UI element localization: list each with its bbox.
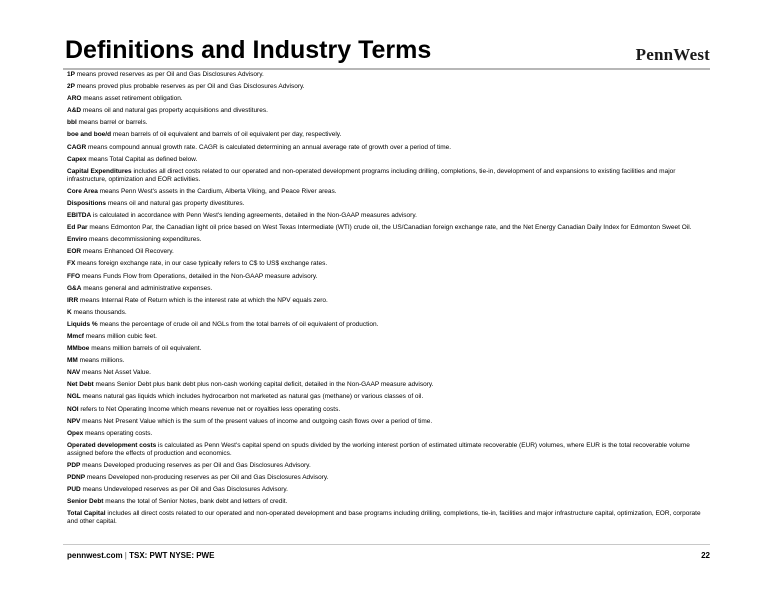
definition-item [67, 442, 713, 458]
definition-text: mean barrels of oil equivalent and barrels of oil equivalent per day, respectively. [111, 131, 342, 139]
definition-item [67, 474, 713, 482]
definition-text: means decommissioning expenditures. [87, 236, 202, 244]
definition-item [67, 462, 713, 470]
definition-item [67, 119, 713, 127]
definition-text: means Total Capital as defined below. [86, 155, 198, 163]
definition-item [67, 345, 713, 353]
definition-term: Capital Expenditures [67, 167, 132, 175]
definition-text: means Developed producing reserves as per Oil and Gas Disclosures Advisory. [80, 461, 311, 469]
definition-term: PUD [67, 486, 81, 494]
definition-term: Core Area [67, 187, 98, 195]
definition-item [67, 486, 713, 494]
definition-item [67, 309, 713, 317]
definition-item [67, 188, 713, 196]
definition-term: boe and boe/d [67, 131, 112, 139]
definition-item [67, 510, 713, 526]
definition-text: means foreign exchange rate, in our case typically refers to C$ to US$ exchange rates. [75, 260, 328, 268]
definition-text: means Undeveloped reserves as per Oil and Gas Disclosures Advisory. [80, 486, 288, 494]
definition-term: G&A [67, 284, 82, 292]
definition-text: means Enhanced Oil Recovery. [81, 248, 174, 256]
definition-item [67, 236, 713, 244]
footer [67, 551, 214, 560]
definition-term: EOR [67, 248, 82, 256]
definition-term: PDNP [67, 474, 86, 481]
definition-term: CAGR [67, 143, 87, 151]
definition-text: means million barrels of oil equivalent. [89, 345, 202, 353]
definition-term: MMboe [67, 345, 90, 353]
definition-term: PDP [67, 461, 81, 469]
definitions-list [67, 71, 713, 530]
pennwest-logo: PennWest [635, 45, 710, 64]
page-title: Definitions and Industry Terms [65, 36, 432, 64]
definition-term: Operated development costs [67, 441, 157, 449]
definition-term: Enviro [67, 236, 88, 244]
definition-item [67, 200, 713, 208]
definition-item [67, 498, 713, 506]
definition-term: K [67, 308, 72, 316]
definition-text: means operating costs. [83, 429, 153, 437]
page-number: 22 [701, 551, 710, 560]
definition-term: ARO [67, 95, 82, 103]
definition-item [67, 248, 713, 256]
definition-item [67, 333, 713, 341]
definition-term: NOI [67, 405, 79, 413]
definition-term: Dispositions [67, 199, 107, 207]
definition-term: bbl [67, 119, 77, 127]
definition-text: means Senior Debt plus bank debt plus non-cash working capital deficit, detailed in the Non-GAAP measure advisory. [93, 381, 434, 389]
definition-text: includes all direct costs related to our operated and non-operated development programs including drilling, completions, tie-in, development of and expansions to existing facilities and major infrastructure, optimization and EOR activities. [67, 167, 676, 183]
definition-item [67, 71, 713, 79]
definition-term: EBITDA [67, 212, 92, 220]
definition-text: means the percentage of crude oil and NGLs from the total barrels of oil equivalent of production. [97, 320, 379, 328]
definition-text: is calculated in accordance with Penn West's lending agreements, detailed in the Non-GAAP measures advisory. [91, 212, 417, 220]
definition-text: means Funds Flow from Operations, detailed in the Non-GAAP measure advisory. [80, 272, 318, 280]
definition-text: means Net Asset Value. [80, 369, 151, 377]
definition-item [67, 168, 713, 184]
definition-term: NPV [67, 417, 81, 425]
definition-term: Liquids % [67, 320, 98, 328]
definition-item [67, 285, 713, 293]
definition-item [67, 212, 713, 220]
definition-term: Opex [67, 429, 84, 437]
definition-term: MM [67, 357, 78, 365]
definition-text: means natural gas liquids which includes hydrocarbon not marketed as natural gas (methane) or various classes of oil. [80, 393, 424, 401]
definition-text: means millions. [77, 357, 125, 365]
footer-divider [63, 544, 710, 545]
definition-item [67, 107, 713, 115]
definition-text: means oil and natural gas property divestitures. [106, 199, 245, 207]
definition-term: FX [67, 260, 76, 268]
definition-item [67, 321, 713, 329]
definition-item [67, 418, 713, 426]
definition-term: Net Debt [67, 381, 94, 389]
definition-item [67, 273, 713, 281]
definition-item [67, 95, 713, 103]
definition-item [67, 357, 713, 365]
definition-item [67, 430, 713, 438]
definition-item [67, 297, 713, 305]
definition-term: Senior Debt [67, 498, 104, 506]
definition-term: 1P [67, 71, 75, 78]
definition-text: means compound annual growth rate. CAGR is calculated determining an annual average rate of growth over a period of time. [86, 143, 452, 151]
footer-website: pennwest.com [67, 551, 123, 560]
definition-item [67, 83, 713, 91]
definition-item [67, 260, 713, 268]
footer-separator: | [122, 551, 130, 560]
definition-term: Capex [67, 155, 87, 163]
header-divider [63, 68, 710, 70]
definition-text: means proved plus probable reserves as per Oil and Gas Disclosures Advisory. [74, 83, 305, 91]
definition-term: NGL [67, 393, 81, 401]
definition-text: refers to Net Operating Income which means revenue net or royalties less operating costs. [78, 405, 341, 413]
definition-term: FFO [67, 272, 80, 280]
definition-term: Total Capital [67, 510, 106, 518]
definition-text: means Net Present Value which is the sum of the present values of income and outgoing cash flows over a period of time. [80, 417, 433, 425]
definition-text: means Internal Rate of Return which is the interest rate at which the NPV equals zero. [78, 296, 328, 304]
definition-text: means general and administrative expenses. [81, 284, 213, 292]
definition-text: means barrel or barrels. [76, 119, 148, 127]
definition-item [67, 393, 713, 401]
definition-item [67, 131, 713, 139]
definition-term: 2P [67, 83, 75, 91]
definition-term: A&D [67, 107, 82, 115]
definition-text: means Edmonton Par, the Canadian light oil price based on West Texas Intermediate (WTI) crude oil, the US/Canadian foreign exchange rate, and the Net Energy Canadian Daily Index for Edmonton Sweet Oil. [87, 224, 692, 232]
definition-text: includes all direct costs related to our operated and non-operated development and base programs including drilling, completions, tie-in, facilities and major infrastructure capital, optimization, EOR, corporate and other capital. [67, 510, 701, 526]
definition-text: means Penn West's assets in the Cardium, Alberta Viking, and Peace River areas. [97, 187, 337, 195]
definition-term: Mmcf [67, 332, 84, 340]
definition-term: NAV [67, 369, 81, 377]
definition-text: is calculated as Penn West's capital spend on spuds divided by the working interest portion of estimated ultimate recoverable (EUR) volumes, where EUR is the total recoverable volume assigned before the effects of production and economics. [67, 441, 690, 457]
definition-item [67, 406, 713, 414]
footer-tickers: TSX: PWT NYSE: PWE [129, 551, 215, 560]
definition-term: IRR [67, 296, 79, 304]
definition-text: means thousands. [71, 308, 127, 316]
definition-item [67, 156, 713, 164]
definition-term: Ed Par [67, 224, 88, 232]
definition-text: means the total of Senior Notes, bank debt and letters of credit. [103, 498, 288, 506]
definition-item [67, 369, 713, 377]
definition-item [67, 381, 713, 389]
definition-text: means proved reserves as per Oil and Gas Disclosures Advisory. [74, 71, 264, 78]
definition-text: means Developed non-producing reserves as per Oil and Gas Disclosures Advisory. [85, 474, 329, 481]
definition-text: means oil and natural gas property acquisitions and divestitures. [81, 107, 268, 115]
definition-item [67, 224, 713, 232]
definition-text: means million cubic feet. [83, 332, 157, 340]
definition-text: means asset retirement obligation. [81, 95, 183, 103]
definition-item [67, 144, 713, 152]
